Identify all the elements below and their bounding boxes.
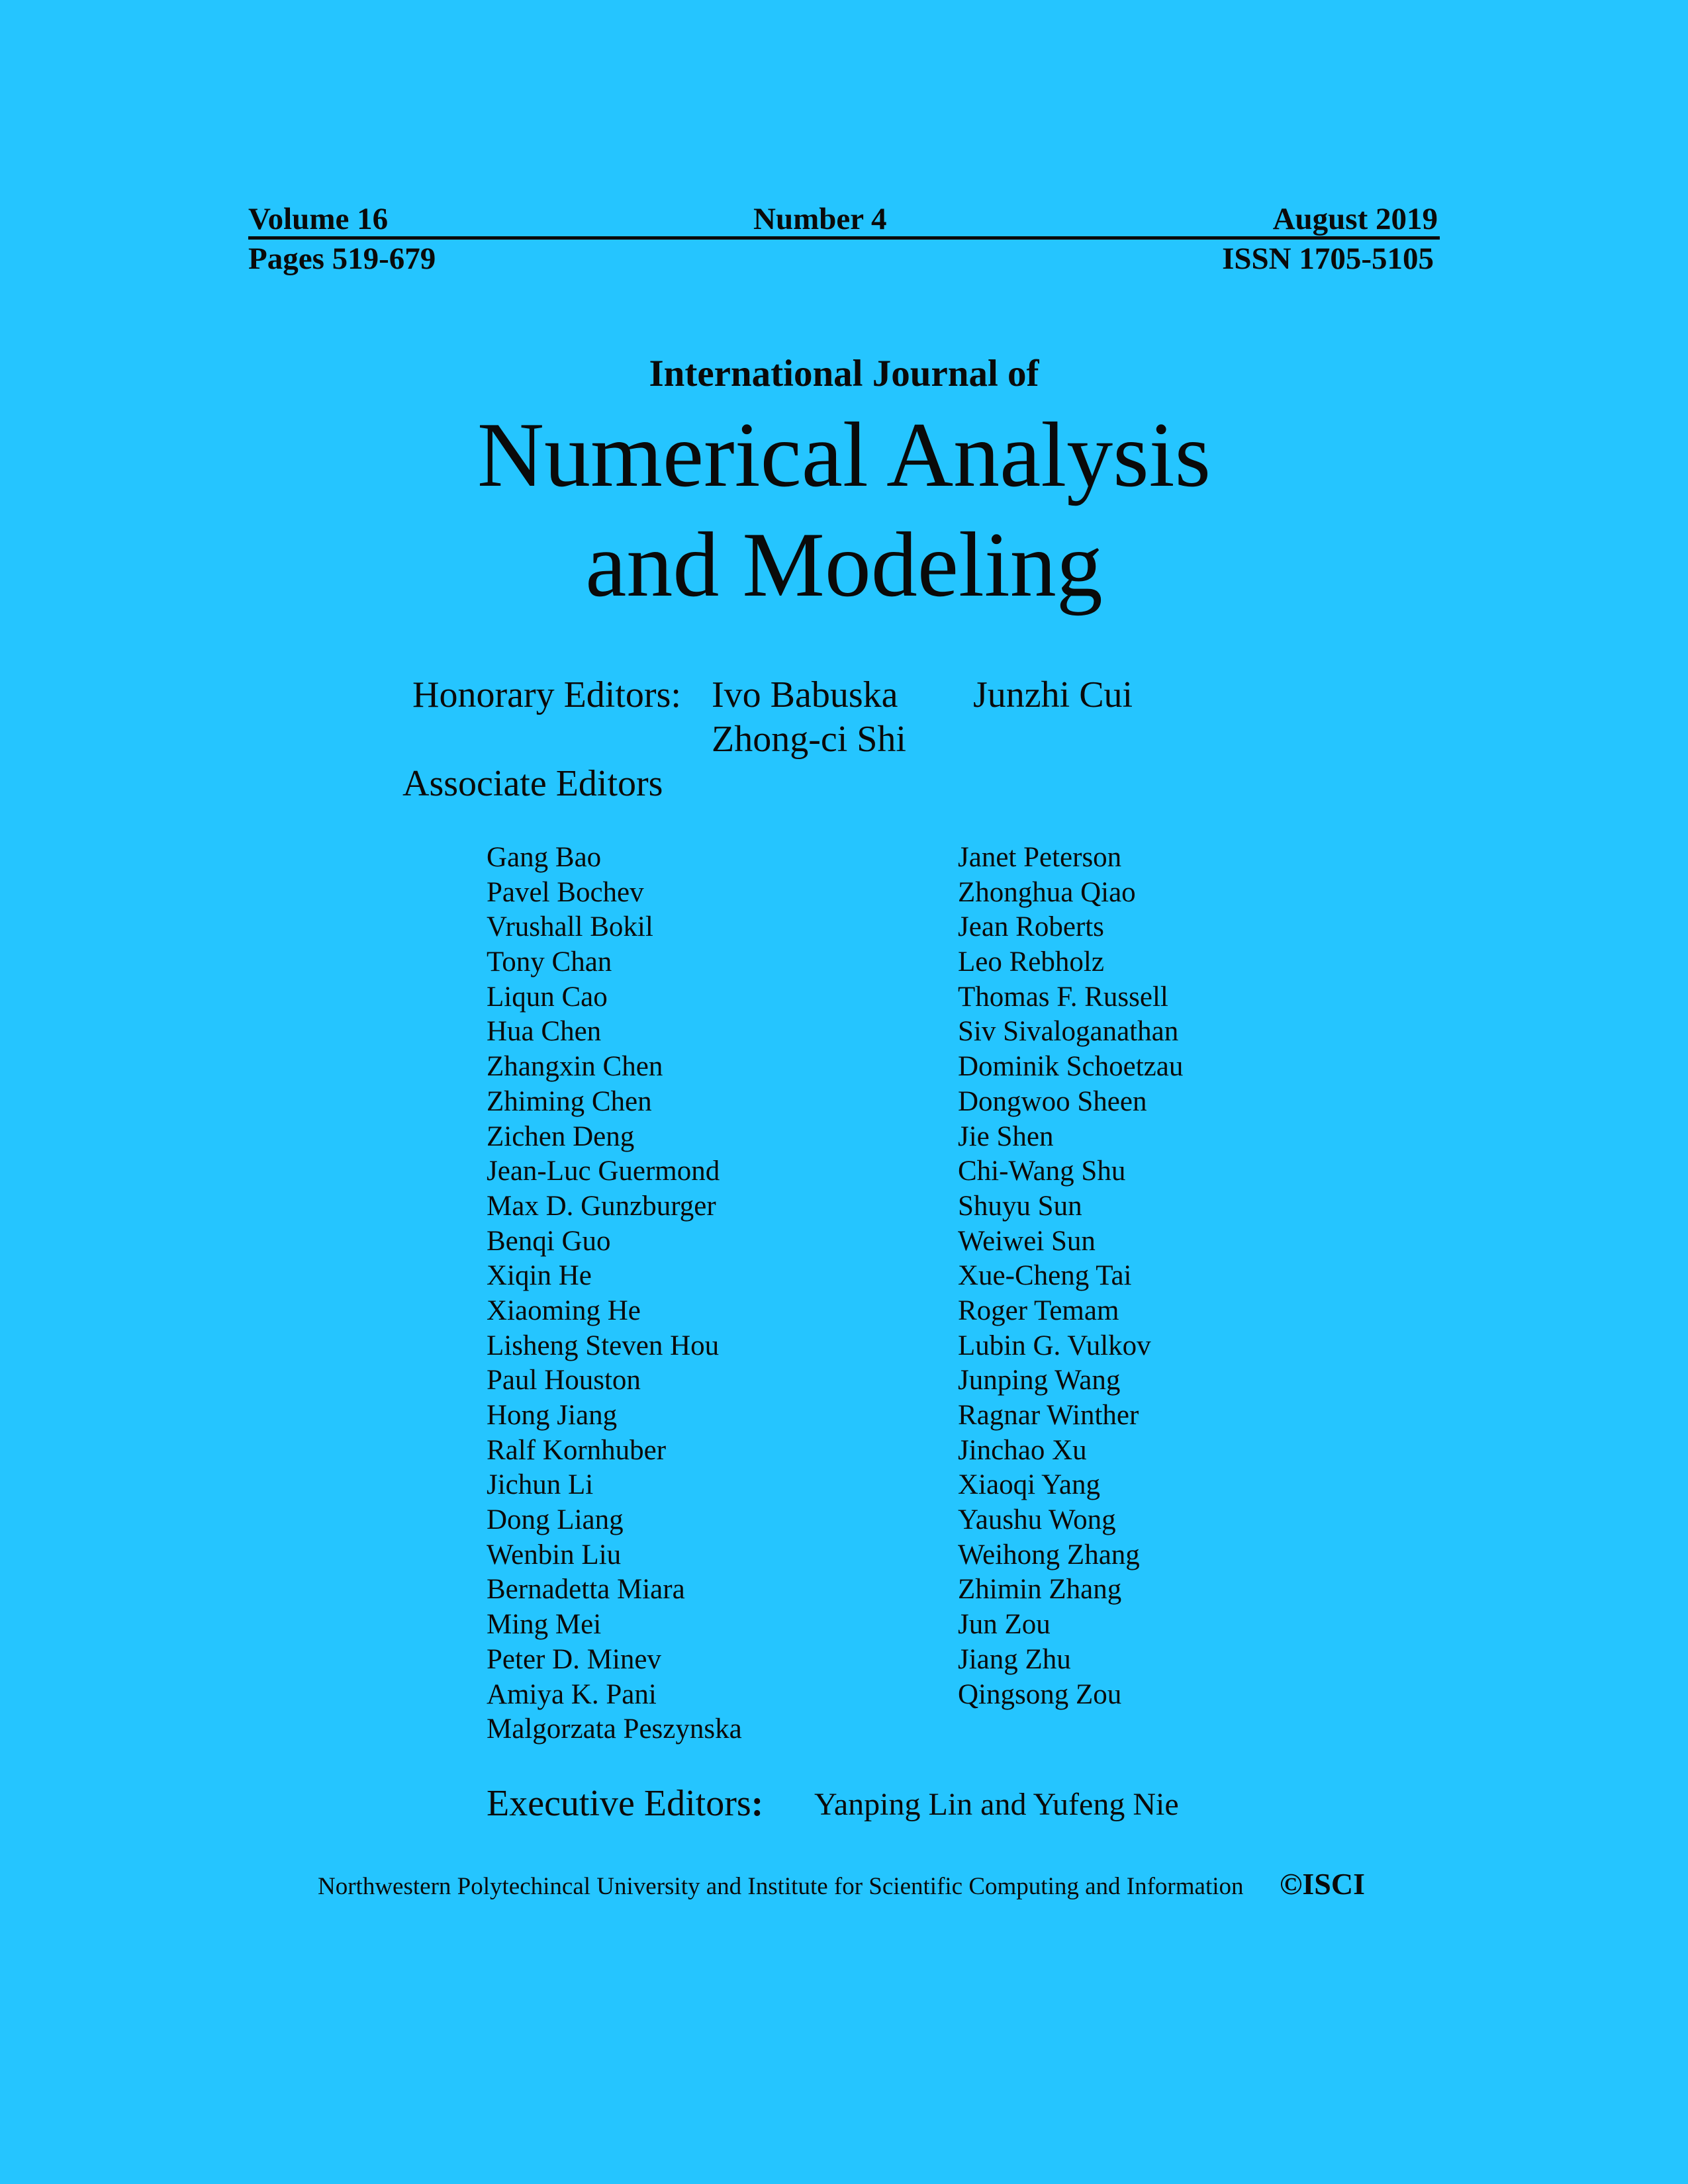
associate-editor-name: Dominik Schoetzau [958,1051,1184,1083]
associate-editor-name: Yaushu Wong [958,1504,1116,1536]
associate-editor-name: Benqi Guo [487,1225,611,1257]
associate-editor-name: Hua Chen [487,1016,602,1048]
executive-editors-label [487,1785,763,1822]
associate-editor-name: Hong Jiang [487,1400,618,1431]
journal-title-line2: and Modeling [585,514,1103,616]
associate-editor-name: Paul Houston [487,1365,641,1396]
associate-editor-name: Ralf Kornhuber [487,1434,667,1466]
associate-editor-name: Xiaoqi Yang [958,1469,1101,1501]
associate-editor-name: Wenbin Liu [487,1539,622,1570]
issue-date-label: August 2019 [1272,202,1438,236]
associate-editor-name: Zhiming Chen [487,1085,652,1117]
associate-editor-name: Jun Zou [958,1609,1051,1641]
associate-editor-name: Dong Liang [487,1504,624,1536]
executive-editors-label-text: Executive Editors [487,1783,751,1824]
associate-editor-name: Bernadetta Miara [487,1574,685,1606]
associate-editor-name: Xue-Cheng Tai [958,1260,1132,1292]
associate-editor-name: Lisheng Steven Hou [487,1330,720,1361]
pages-label: Pages 519-679 [248,242,436,276]
associate-editor-name: Roger Temam [958,1295,1119,1326]
associate-editor-name: Max D. Gunzburger [487,1190,716,1222]
associate-editor-name: Shuyu Sun [958,1190,1082,1222]
executive-editors-names: Yanping Lin and Yufeng Nie [814,1787,1179,1822]
associate-editor-name: Siv Sivaloganathan [958,1016,1179,1048]
associate-editor-name: Junping Wang [958,1365,1121,1396]
associate-editor-name: Ragnar Winther [958,1400,1139,1431]
associate-editor-name: Qingsong Zou [958,1678,1122,1710]
associate-editor-name: Zichen Deng [487,1120,635,1152]
associate-editor-name: Xiqin He [487,1260,592,1292]
associate-editors-left-column [487,841,742,1747]
associate-editor-name: Ming Mei [487,1609,602,1641]
associate-editor-name: Amiya K. Pani [487,1678,657,1710]
associate-editors-label: Associate Editors [402,763,663,804]
associate-editor-name: Jean Roberts [958,911,1104,943]
associate-editor-name: Leo Rebholz [958,946,1104,978]
associate-editor-name: Tony Chan [487,946,612,978]
associate-editor-name: Zhimin Zhang [958,1574,1122,1606]
associate-editor-name: Chi-Wang Shu [958,1156,1126,1187]
associate-editor-name: Jie Shen [958,1120,1054,1152]
header-rule [248,236,1440,240]
volume-label: Volume 16 [248,202,389,236]
journal-title-line1: Numerical Analysis [477,404,1211,506]
copyright-mark: ©ISCI [1280,1867,1365,1901]
associate-editors-right-column [958,841,1183,1712]
honorary-editors-label: Honorary Editors: [412,674,681,715]
issn-label: ISSN 1705-5105 [1222,242,1434,276]
associate-editor-name: Dongwoo Sheen [958,1085,1147,1117]
associate-editor-name: Weiwei Sun [958,1225,1096,1257]
associate-editor-name: Zhonghua Qiao [958,876,1136,908]
journal-title-prefix: International Journal of [649,353,1039,394]
associate-editor-name: Peter D. Minev [487,1643,661,1675]
associate-editor-name: Lubin G. Vulkov [958,1330,1151,1361]
associate-editor-name: Gang Bao [487,842,602,873]
honorary-editor-name: Zhong-ci Shi [712,719,906,760]
honorary-editor-name: Ivo Babuska [712,674,898,715]
associate-editor-name: Jiang Zhu [958,1643,1071,1675]
associate-editor-name: Weihong Zhang [958,1539,1140,1570]
associate-editor-name: Malgorzata Peszynska [487,1713,742,1745]
associate-editor-name: Jinchao Xu [958,1434,1087,1466]
associate-editor-name: Thomas F. Russell [958,981,1168,1013]
associate-editor-name: Jean-Luc Guermond [487,1156,720,1187]
associate-editor-name: Jichun Li [487,1469,594,1501]
associate-editor-name: Vrushall Bokil [487,911,653,943]
honorary-editor-name: Junzhi Cui [973,674,1133,715]
issue-number-label: Number 4 [753,202,887,236]
associate-editor-name: Liqun Cao [487,981,608,1013]
associate-editor-name: Pavel Bochev [487,876,644,908]
publisher-line: Northwestern Polytechincal University and Institute for Scientific Computing and Information [318,1873,1244,1900]
executive-editors-colon: : [751,1783,764,1824]
associate-editor-name: Xiaoming He [487,1295,641,1326]
associate-editor-name: Janet Peterson [958,842,1122,873]
associate-editor-name: Zhangxin Chen [487,1051,663,1083]
